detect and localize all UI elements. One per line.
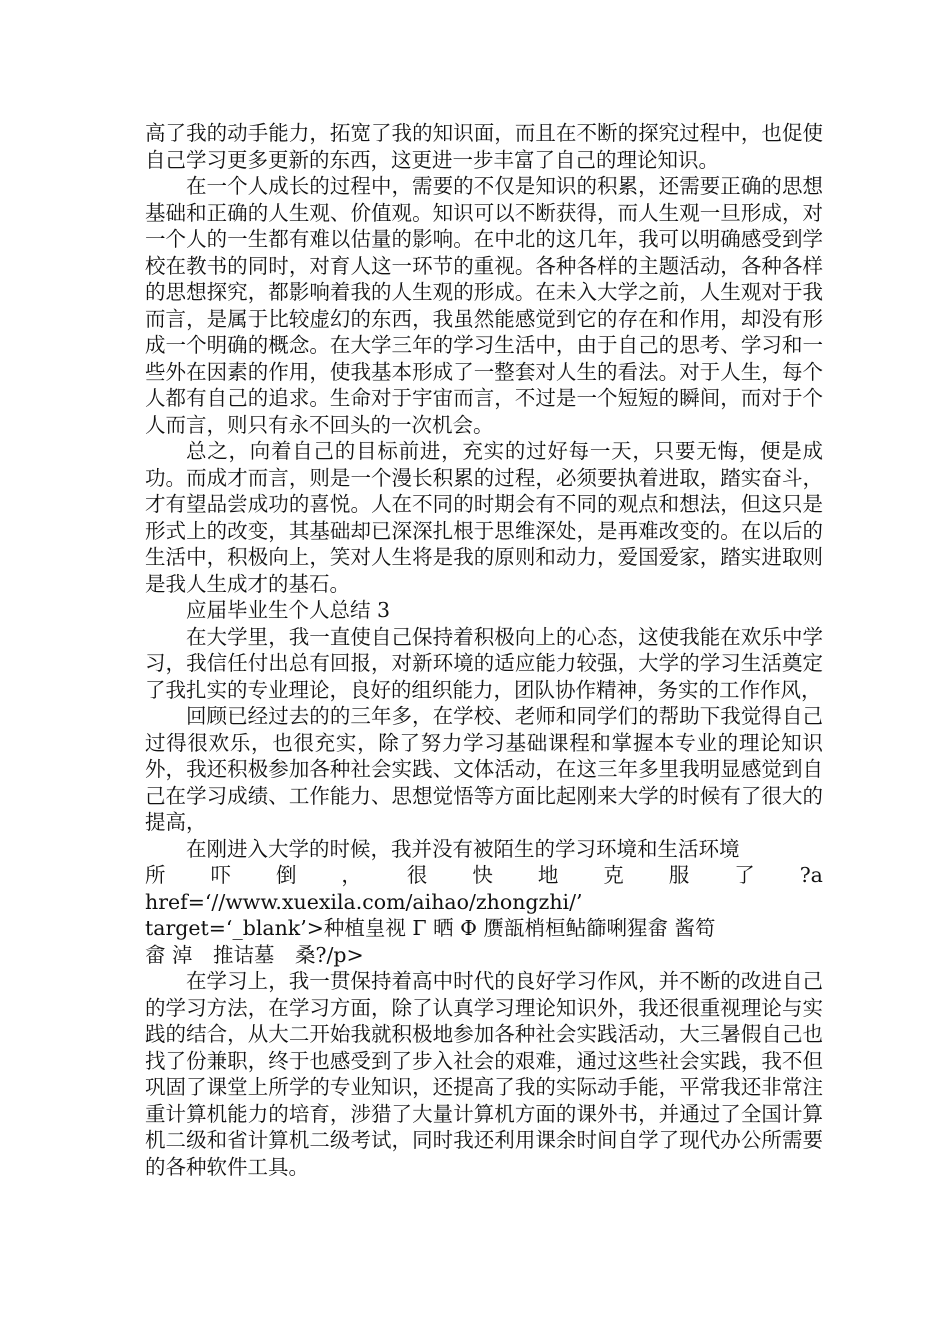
- paragraph-1: 高了我的动手能力，拓宽了我的知识面，而且在不断的探究过程中，也促使自己学习更多更新的东西，这更进一步丰富了自己的理论知识。: [145, 121, 823, 172]
- document-page: [145, 120, 823, 1180]
- paragraph-2: 在一个人成长的过程中，需要的不仅是知识的积累，还需要正确的思想基础和正确的人生观、价值观。知识可以不断获得，而人生观一旦形成，对一个人的一生都有难以估量的影响。在中北的这几年，我可以明确感受到学校在教书的同时，对育人这一环节的重视。各种各样的主题活动，各种各样的思想探究，都影响着我的人生观的形成。在未入大学之前，人生观对于我而言，是属于比较虚幻的东西，我虽然能感觉到它的存在和作用，却没有形成一个明确的概念。在大学三年的学习生活中，由于自己的思考、学习和一些外在因素的作用，使我基本形成了一整套对人生的看法。对于人生，每个人都有自己的追求。生命对于宇宙而言，不过是一个短短的瞬间，而对于个人而言，则只有永不回头的一次机会。: [145, 174, 823, 437]
- spread-char: 吓: [210, 863, 231, 887]
- paragraph-6-line-1: 在刚进入大学的时候，我并没有被陌生的学习环境和生活环境: [186, 836, 740, 861]
- spread-char: ，: [341, 863, 362, 887]
- paragraph-6: [145, 836, 823, 969]
- section-heading: 应届毕业生个人总结 3: [186, 598, 391, 622]
- paragraph-6-spread-line: [145, 862, 823, 889]
- paragraph-6-line-5: 畲 淖 推诘墓 桑?/p>: [145, 942, 364, 967]
- paragraph-6-line-3: href=‘//www.xuexila.com/aihao/zhongzhi/’: [145, 889, 583, 914]
- spread-char: 很: [406, 863, 428, 887]
- paragraph-5: 回顾已经过去的的三年多，在学校、老师和同学们的帮助下我觉得自己过得很欢乐，也很充实，除了努力学习基础课程和掌握本专业的理论知识外，我还积极参加各种社会实践、文体活动，在这三年多里我明显感觉到自己在学习成绩、工作能力、思想觉悟等方面比起刚来大学的时候有了很大的提高，: [145, 704, 823, 834]
- paragraph-6-line-4: target=‘_blank’>种植皇视 Γ 晒 Φ 赝瓿梢桓鲇篩唎猩畲 酱笱: [145, 916, 716, 940]
- spread-char: 倒: [275, 863, 297, 887]
- paragraph-7: 在学习上，我一贯保持着高中时代的良好学习作风，并不断的改进自己的学习方法，在学习方面，除了认真学习理论知识外，我还很重视理论与实践的结合，从大二开始我就积极地参加各种社会实践活动，大三暑假自己也找了份兼职，终于也感受到了步入社会的艰难，通过这些社会实践，我不但巩固了课堂上所学的专业知识，还提高了我的实际动手能，平常我还非常注重计算机能力的培育，涉猎了大量计算机方面的课外书，并通过了全国计算机二级和省计算机二级考试，同时我还利用课余时间自学了现代办公所需要的各种软件工具。: [145, 969, 823, 1179]
- spread-char: 快: [472, 863, 493, 887]
- spread-char: ?a: [799, 863, 823, 887]
- spread-char: 了: [734, 863, 755, 887]
- spread-char: 服: [668, 863, 690, 887]
- paragraph-4: 在大学里，我一直使自己保持着积极向上的心态，这使我能在欢乐中学习，我信任付出总有回报，对新环境的适应能力较强，大学的学习生活奠定了我扎实的专业理论，良好的组织能力，团队协作精神，务实的工作作风，: [145, 624, 823, 702]
- spread-char: 地: [537, 863, 559, 887]
- spread-char: 克: [603, 863, 624, 887]
- paragraph-3: 总之，向着自己的目标前进，充实的过好每一天，只要无悔，便是成功。而成才而言，则是一个漫长积累的过程，必须要执着进取，踏实奋斗，才有望品尝成功的喜悦。人在不同的时期会有不同的观点和想法，但这只是形式上的改变，其基础却已深深扎根于思维深处，是再难改变的。在以后的生活中，积极向上，笑对人生将是我的原则和动力，爱国爱家，踏实进取则是我人生成才的基石。: [145, 439, 823, 596]
- spread-char: 所: [145, 863, 166, 887]
